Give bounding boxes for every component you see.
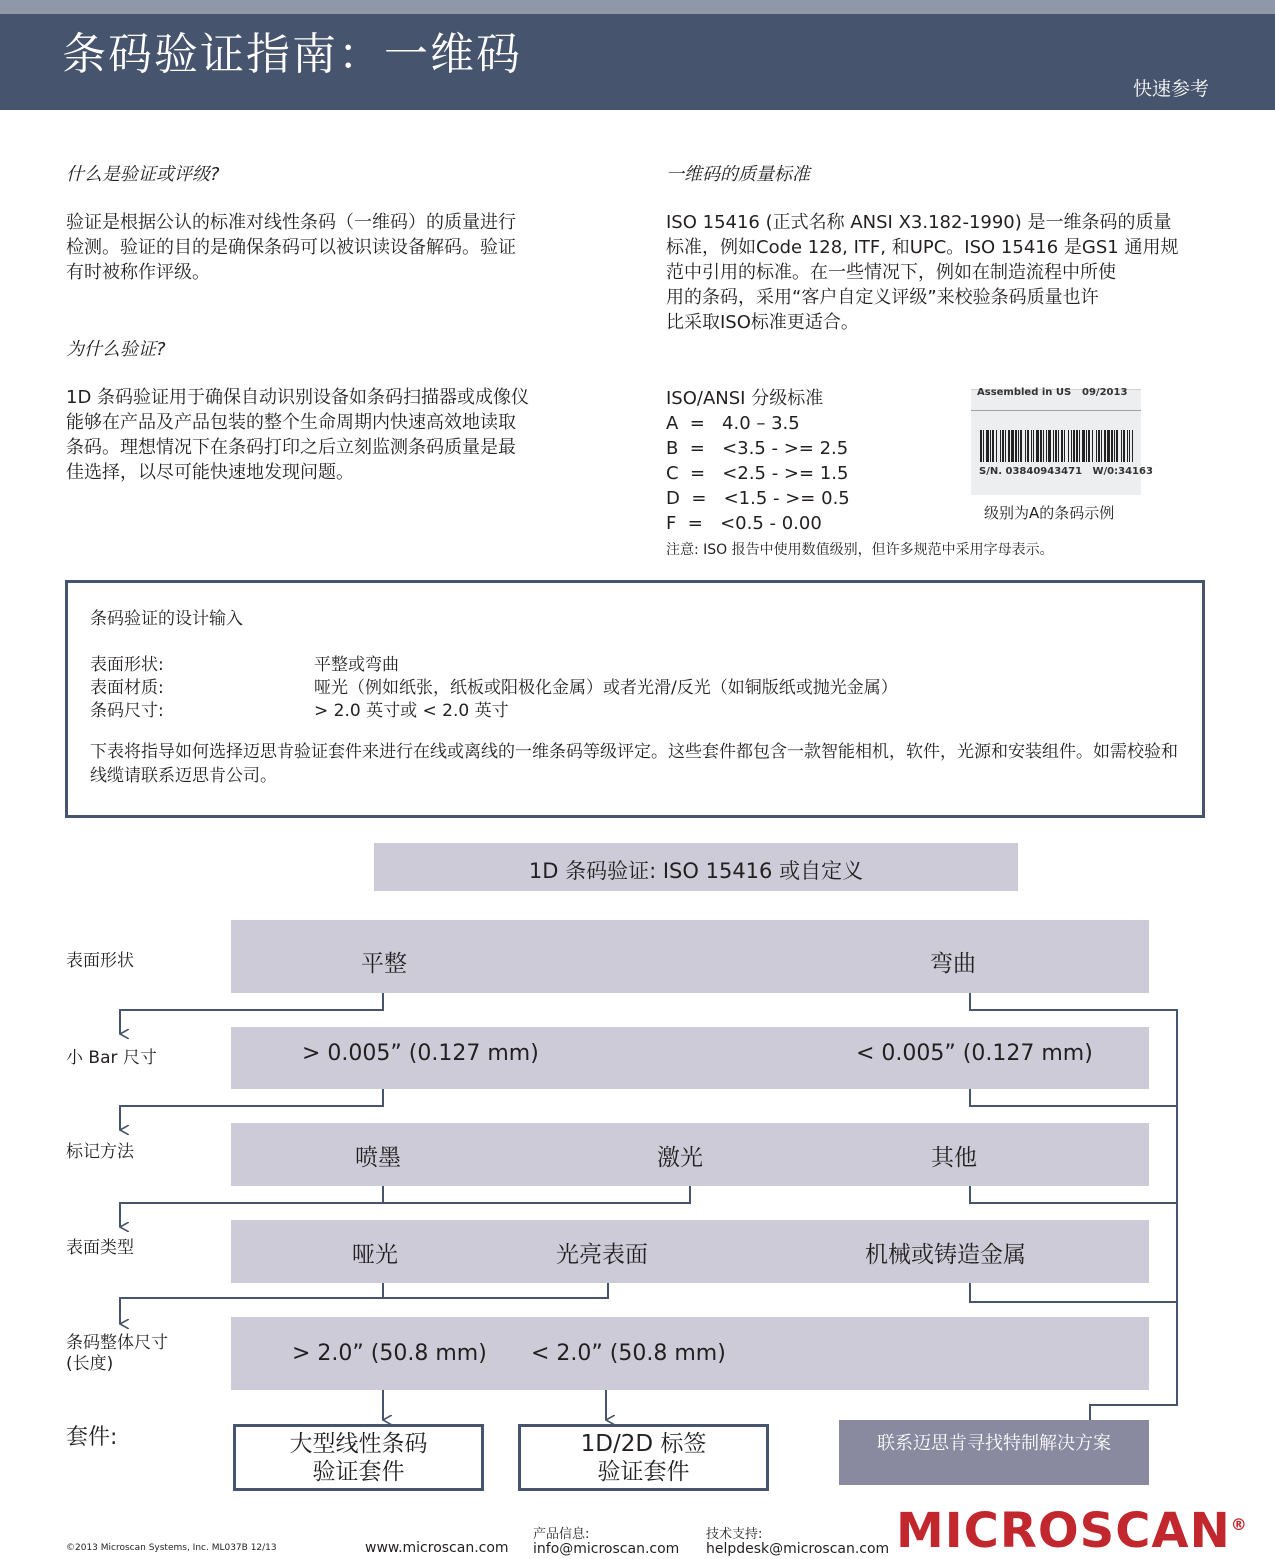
- flow-label-code-length: 条码整体尺寸: [66, 1333, 168, 1353]
- input-value: > 2.0 英寸或 < 2.0 英寸: [314, 701, 509, 721]
- large-linear-kit-box: [233, 1424, 484, 1491]
- text-line: 条码。理想情况下在条码打印之后立刻监测条码质量是最: [66, 437, 516, 458]
- input-key: 表面形状:: [90, 655, 164, 675]
- option-inkjet: 喷墨: [355, 1145, 401, 1171]
- copyright: ©2013 Microscan Systems, Inc. ML037B 12/13: [66, 1543, 277, 1553]
- design-input-title: 条码验证的设计输入: [90, 609, 243, 629]
- product-info-label: 产品信息:: [533, 1527, 590, 1542]
- option-laser: 激光: [657, 1145, 703, 1171]
- label-kit-box: [518, 1424, 769, 1491]
- grade-row: D = <1.5 - >= 0.5: [666, 488, 850, 509]
- support-label: 技术支持:: [706, 1527, 763, 1542]
- option-bar-small: < 0.005” (0.127 mm): [856, 1041, 1093, 1066]
- flow-label-code-length-sub: (长度): [66, 1354, 114, 1374]
- input-value: 平整或弯曲: [314, 655, 399, 675]
- text-line: 验证是根据公认的标准对线性条码（一维码）的质量进行: [66, 212, 516, 233]
- support-email-link[interactable]: helpdesk@microscan.com: [706, 1541, 890, 1557]
- text-line: 比采取ISO标准更适合。: [666, 312, 859, 333]
- text-line: 标准，例如Code 128, ITF, 和UPC。ISO 15416 是GS1 通用规: [666, 237, 1179, 258]
- flow-label-mark-method: 标记方法: [66, 1142, 134, 1162]
- text-line: 能够在产品及产品包装的整个生命周期内快速高效地读取: [66, 412, 516, 433]
- option-matte: 哑光: [352, 1242, 398, 1268]
- input-key: 条码尺寸:: [90, 701, 164, 721]
- quick-reference-tag: 快速参考: [1132, 78, 1209, 100]
- text-line: 1D 条码验证用于确保自动识别设备如条码扫描器或成像仪: [66, 387, 530, 408]
- input-value: 哑光（例如纸张，纸板或阳极化金属）或者光滑/反光（如铜版纸或抛光金属）: [314, 678, 898, 698]
- flow-label-bar-size: 小 Bar 尺寸: [66, 1048, 157, 1068]
- kit-line: 验证套件: [312, 1459, 405, 1485]
- kit-label: 套件:: [66, 1425, 118, 1450]
- option-other: 其他: [931, 1145, 977, 1171]
- kit-line: 1D/2D 标签: [580, 1431, 707, 1457]
- grade-row: A = 4.0 – 3.5: [666, 413, 800, 434]
- option-length-small: < 2.0” (50.8 mm): [531, 1341, 726, 1366]
- design-input-description: 下表将指导如何选择迈思肯验证套件来进行在线或离线的一维条码等级评定。这些套件都包含一款智能相机，软件，光源和安装组件。如需校验和线缆请联系迈思肯公司。: [90, 742, 1178, 786]
- kit-line: 验证套件: [597, 1459, 690, 1485]
- text-line: 范中引用的标准。在一些情况下，例如在制造流程中所使: [666, 262, 1116, 283]
- text-line: 有时被称作评级。: [66, 262, 210, 283]
- sample-date-text: 09/2013: [1082, 387, 1128, 398]
- flow-title: 1D 条码验证: ISO 15416 或自定义: [528, 859, 864, 883]
- website-link[interactable]: www.microscan.com: [365, 1540, 509, 1556]
- flow-label-surface-type: 表面类型: [66, 1238, 134, 1258]
- input-key: 表面材质:: [90, 678, 164, 698]
- option-flat: 平整: [361, 951, 407, 977]
- text-line: ISO 15416 (正式名称 ANSI X3.182-1990) 是一维条码的质量: [666, 212, 1172, 233]
- text-line: 佳选择，以尽可能快速地发现问题。: [66, 462, 354, 483]
- grade-row: C = <2.5 - >= 1.5: [666, 463, 849, 484]
- contact-custom-box: 联系迈思肯寻找特制解决方案: [839, 1420, 1149, 1485]
- option-glossy: 光亮表面: [556, 1242, 648, 1268]
- text-line: 检测。验证的目的是确保条码可以被识读设备解码。验证: [66, 237, 516, 258]
- product-email-link[interactable]: info@microscan.com: [533, 1541, 680, 1557]
- kit-line: 大型线性条码: [289, 1431, 428, 1457]
- option-curved: 弯曲: [930, 951, 976, 977]
- sample-label-text: Assembled in US: [977, 387, 1072, 398]
- grade-row: F = <0.5 - 0.00: [666, 513, 822, 534]
- option-machined-metal: 机械或铸造金属: [865, 1242, 1026, 1268]
- microscan-logo: MICROSCAN®: [896, 1503, 1248, 1559]
- why-heading: 为什么验证?: [66, 339, 166, 360]
- flow-label-surface-shape: 表面形状: [66, 951, 134, 971]
- option-length-large: > 2.0” (50.8 mm): [292, 1341, 487, 1366]
- grade-row: B = <3.5 - >= 2.5: [666, 438, 849, 459]
- text-line: 用的条码，采用“客户自定义评级”来校验条码质量也许: [666, 287, 1099, 308]
- sample-serial-text: S/N. 03840943471 W/0:34163: [979, 466, 1153, 477]
- sample-caption: 级别为A的条码示例: [984, 504, 1115, 522]
- what-heading: 什么是验证或评级?: [66, 164, 220, 185]
- option-bar-large: > 0.005” (0.127 mm): [302, 1041, 539, 1066]
- grade-note: 注意: ISO 报告中使用数值级别，但许多规范中采用字母表示。: [666, 542, 1054, 558]
- page-title: 条码验证指南：一维码: [62, 29, 522, 80]
- grade-title: ISO/ANSI 分级标准: [666, 388, 824, 409]
- standard-heading: 一维码的质量标准: [666, 164, 810, 185]
